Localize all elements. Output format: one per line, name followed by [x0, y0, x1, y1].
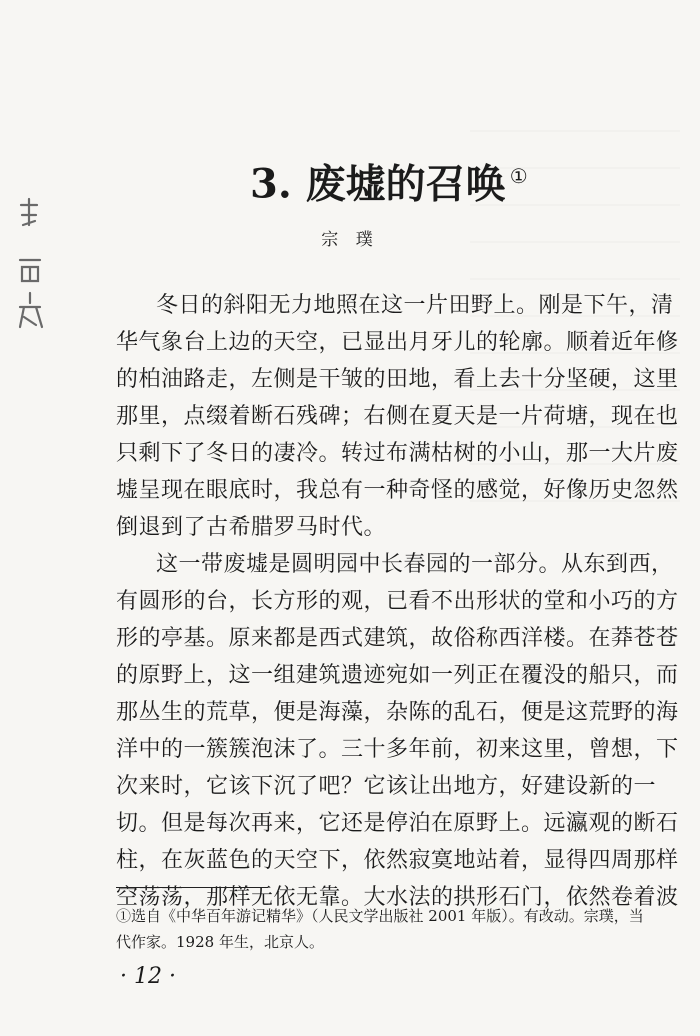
- text-line: 次来时，它该下沉了吧？它该让出地方，好建设新的一: [116, 774, 657, 799]
- text-line: 柱，在灰蓝色的天空下，依然寂寞地站着，显得四周那样: [116, 848, 679, 873]
- title-footnote-mark: ①: [509, 164, 528, 188]
- text-line: 那里，点缀着断石残碑；右侧在夏天是一片荷塘，现在也: [116, 404, 679, 429]
- margin-seal-mark: [12, 185, 48, 335]
- body-text: [116, 287, 679, 916]
- text-line: 空荡荡，那样无依无靠。大水法的拱形石门，依然卷着波: [116, 885, 679, 910]
- footnote-line: 代作家。1928 年生，北京人。: [116, 933, 324, 951]
- footnote-divider: [116, 887, 268, 888]
- text-line: 那丛生的荒草，便是海藻，杂陈的乱石，便是这荒野的海: [116, 700, 679, 725]
- footnote-line: ①选自《中华百年游记精华》（人民文学出版社 2001 年版）。有改动。宗璞，当: [116, 907, 644, 925]
- text-line: 有圆形的台，长方形的观，已看不出形状的堂和小巧的方: [116, 589, 679, 614]
- chapter-title-text: 3. 废墟的召唤: [250, 160, 506, 208]
- text-line: 洋中的一簇簇泡沫了。三十多年前，初来这里，曾想，下: [116, 737, 679, 762]
- page-number: · 12 ·: [120, 964, 176, 989]
- footnote: [116, 903, 656, 955]
- author-name: 宗 璞: [321, 230, 379, 250]
- text-line: 切。但是每次再来，它还是停泊在原野上。远瀛观的断石: [116, 811, 679, 836]
- text-line: 形的亭基。原来都是西式建筑，故俗称西洋楼。在莽苍苍: [116, 626, 679, 651]
- text-line: 这一带废墟是圆明园中长春园的一部分。从东到西，: [156, 552, 674, 577]
- text-line: 的柏油路走，左侧是干皱的田地，看上去十分坚硬，这里: [116, 367, 679, 392]
- text-line: 冬日的斜阳无力地照在这一片田野上。刚是下午，清: [156, 293, 674, 318]
- chapter-title: [250, 152, 528, 208]
- text-line: 倒退到了古希腊罗马时代。: [116, 515, 387, 540]
- text-line: 只剩下了冬日的凄冷。转过布满枯树的小山，那一大片废: [116, 441, 679, 466]
- text-line: 墟呈现在眼底时，我总有一种奇怪的感觉，好像历史忽然: [116, 478, 679, 503]
- text-line: 的原野上，这一组建筑遗迹宛如一列正在覆没的船只，而: [116, 663, 679, 688]
- text-line: 华气象台上边的天空，已显出月牙儿的轮廓。顺着近年修: [116, 330, 679, 355]
